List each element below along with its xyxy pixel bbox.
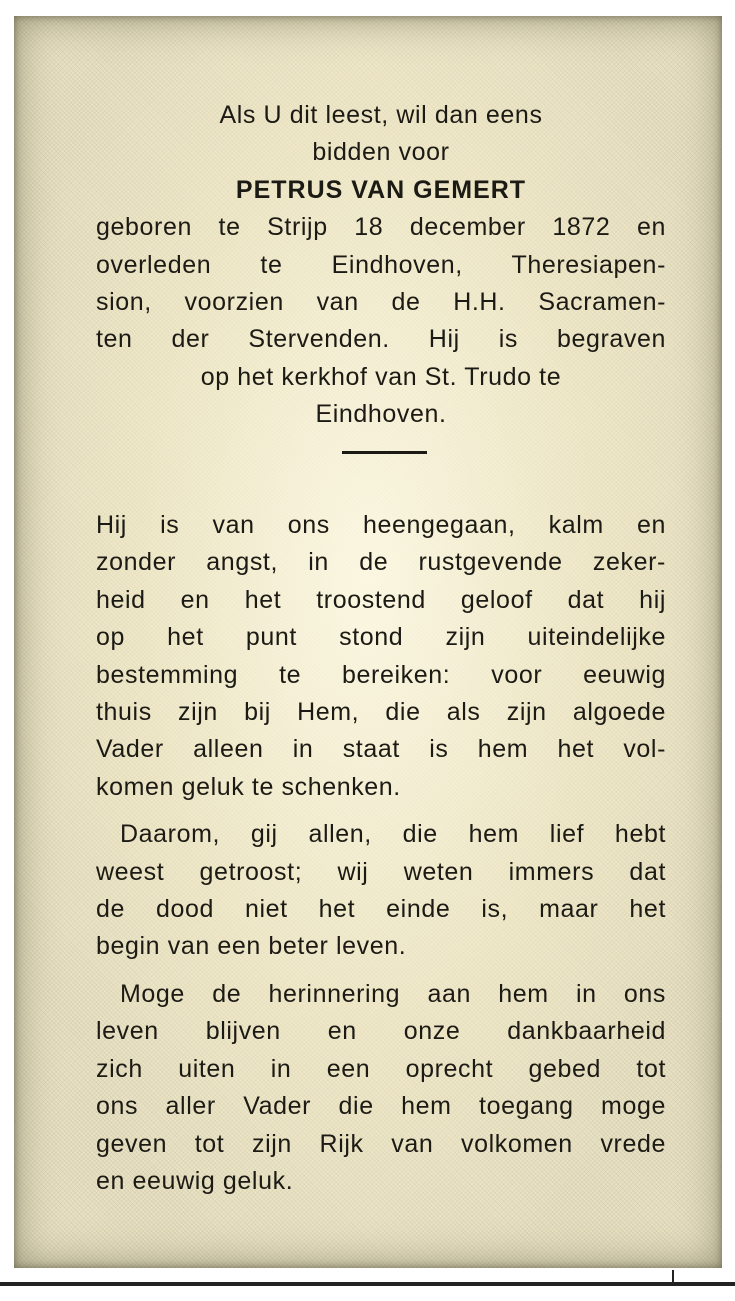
header-cemetery-line: op het kerkhof van St. Trudo te: [200, 362, 562, 391]
header-death-line: overleden te Eindhoven, Theresiapen-: [96, 250, 666, 279]
paragraph1-line: thuis zijn bij Hem, die als zijn algoede: [96, 698, 666, 727]
separator-rule: [342, 451, 427, 454]
paragraph2-line: weest getroost; wij weten immers dat: [96, 857, 666, 886]
header-prayer-line: bidden voor: [312, 138, 450, 167]
paragraph1-line: bestemming te bereiken: voor eeuwig: [96, 660, 666, 689]
paragraph-gap: [96, 806, 666, 816]
header-intro-line: Als U dit leest, wil dan eens: [219, 101, 543, 129]
header-burial-line: ten der Stervenden. Hij is begraven: [96, 325, 666, 354]
paragraph3-line: geven tot zijn Rijk van volkomen vrede: [96, 1129, 666, 1158]
paragraph1-line: heid en het troostend geloof dat hij: [96, 585, 666, 614]
header-birth-line: geboren te Strijp 18 december 1872 en: [96, 213, 666, 242]
header-sacraments-line: sion, voorzien van de H.H. Sacramen-: [96, 288, 666, 317]
paragraph1-line: op het punt stond zijn uiteindelijke: [96, 623, 666, 652]
bottom-border-line: [0, 1282, 735, 1286]
paragraph-gap: [96, 966, 666, 976]
paragraph3-line: leven blijven en onze dankbaarheid: [96, 1017, 666, 1046]
header-place-line: Eindhoven.: [315, 400, 447, 429]
paragraph2-line: de dood niet het einde is, maar het: [96, 895, 666, 924]
paragraph3-line: en eeuwig geluk.: [96, 1166, 294, 1195]
bottom-border-tick: [672, 1270, 674, 1284]
card-header: [96, 97, 666, 434]
paragraph1-line: komen geluk te schenken.: [96, 772, 401, 801]
paragraph2-line: begin van een beter leven.: [96, 932, 407, 961]
paragraph3-line: ons aller Vader die hem toegang moge: [96, 1092, 666, 1121]
paragraph1-line: Hij is van ons heengegaan, kalm en: [96, 511, 666, 539]
paragraph1-line: zonder angst, in de rustgevende zeker-: [96, 548, 666, 577]
card-body: [96, 507, 666, 1200]
paragraph3-line: Moge de herinnering aan hem in ons: [120, 979, 666, 1008]
paragraph3-line: zich uiten in een oprecht gebed tot: [96, 1054, 666, 1083]
deceased-name: PETRUS VAN GEMERT: [235, 175, 527, 204]
paragraph1-line: Vader alleen in staat is hem het vol-: [96, 735, 666, 764]
paragraph2-line: Daarom, gij allen, die hem lief hebt: [120, 820, 666, 849]
